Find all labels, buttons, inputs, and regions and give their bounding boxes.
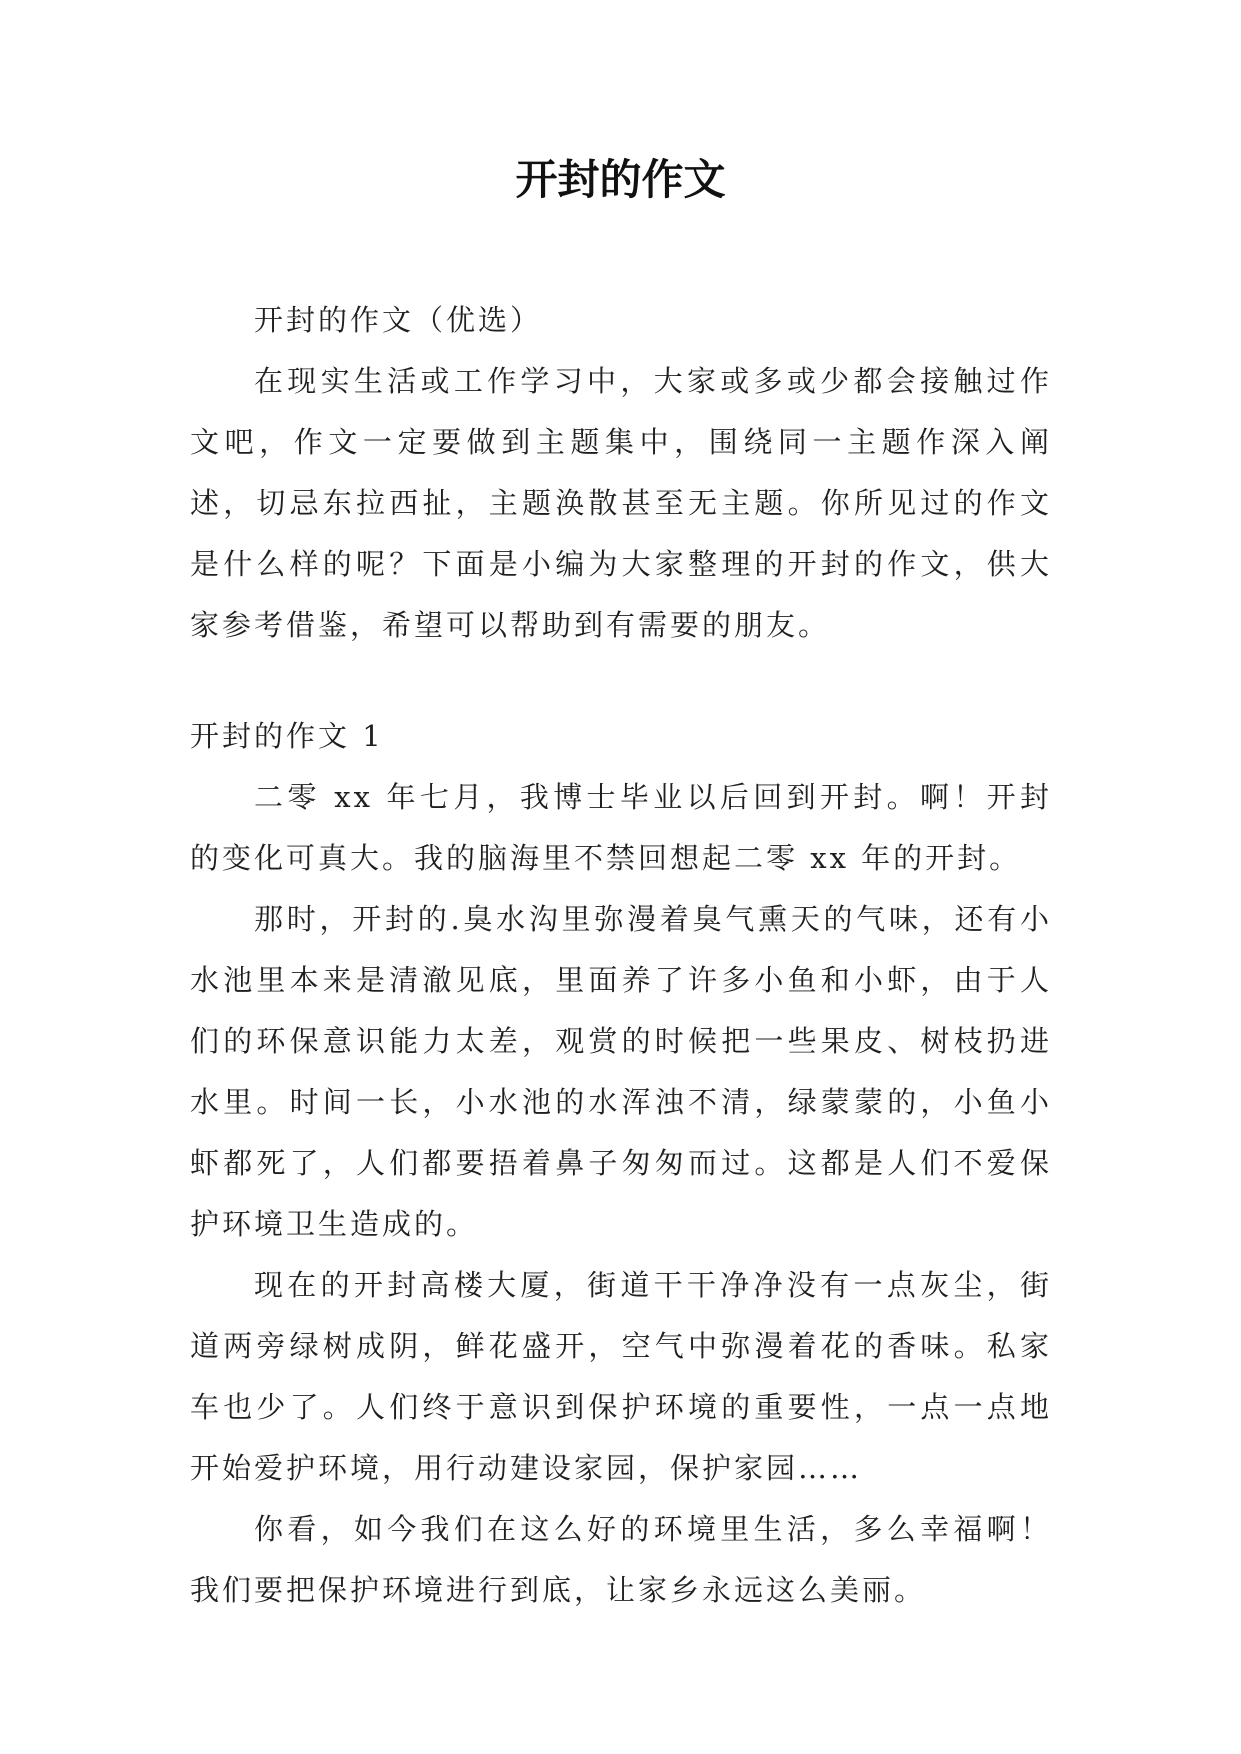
body-paragraph: 现在的开封高楼大厦，街道干干净净没有一点灰尘，街道两旁绿树成阴，鲜花盛开，空气中弥漫着花的香味。私家车也少了。人们终于意识到保护环境的重要性，一点一点地开始爱护环境，用行动建设家园，保护家园…… [190, 1268, 1052, 1485]
document-title: 开封的作文 [515, 155, 726, 204]
intro-paragraph: 在现实生活或工作学习中，大家或多或少都会接触过作文吧，作文一定要做到主题集中，围绕同一主题作深入阐述，切忌东拉西扯，主题涣散甚至无主题。你所见过的作文是什么样的呢？下面是小编为大家整理的开封的作文，供大家参考借鉴，希望可以帮助到有需要的朋友。 [190, 364, 1052, 642]
body-paragraph: 那时，开封的.臭水沟里弥漫着臭气熏天的气味，还有小水池里本来是清澈见底，里面养了许多小鱼和小虾，由于人们的环保意识能力太差，观赏的时候把一些果皮、树枝扔进水里。时间一长，小水池的水浑浊不清，绿蒙蒙的，小鱼小虾都死了，人们都要捂着鼻子匆匆而过。这都是人们不爱保护环境卫生造成的。 [190, 902, 1052, 1241]
intro-heading: 开封的作文（优选） [254, 303, 543, 337]
body-paragraph: 二零 xx 年七月，我博士毕业以后回到开封。啊！开封的变化可真大。我的脑海里不禁回想起二零 xx 年的开封。 [190, 780, 1052, 875]
document-body [190, 290, 1052, 1621]
section-heading: 开封的作文 1 [190, 719, 384, 753]
body-paragraph: 你看，如今我们在这么好的环境里生活，多么幸福啊！我们要把保护环境进行到底，让家乡永远这么美丽。 [190, 1512, 1052, 1607]
